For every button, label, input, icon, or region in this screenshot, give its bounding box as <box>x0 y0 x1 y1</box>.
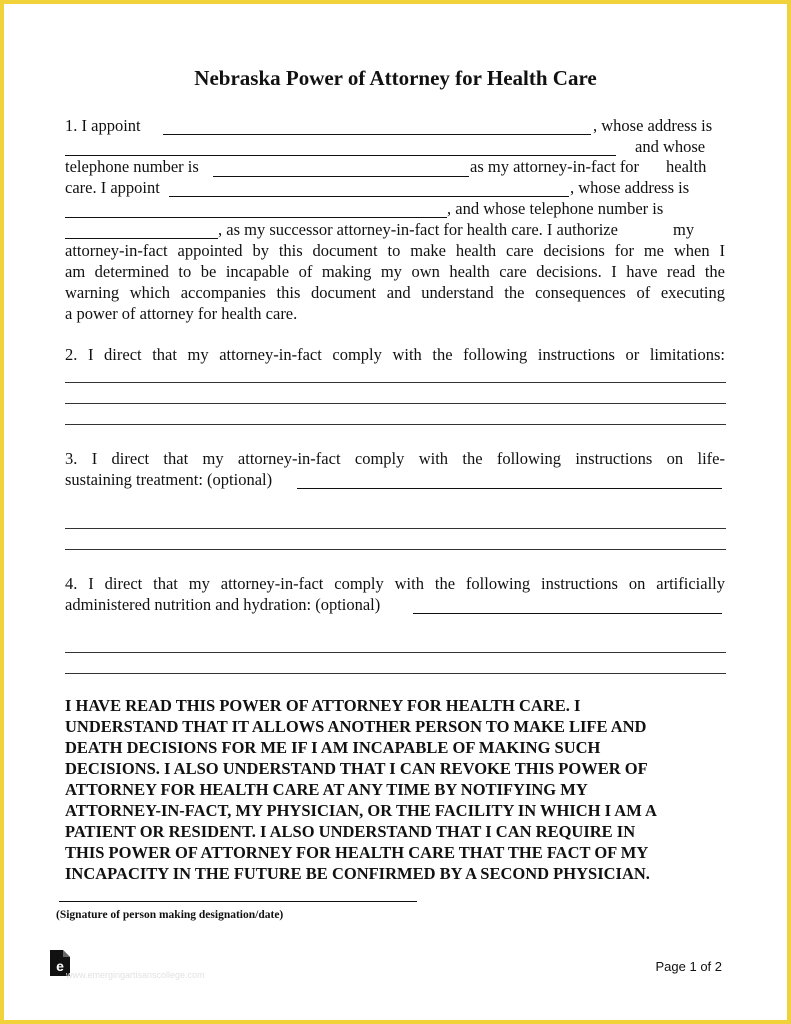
s1-line6-tail: my <box>673 220 695 239</box>
warning-line-9: INCAPACITY IN THE FUTURE BE CONFIRMED BY A SECOND PHYSICIAN. <box>65 864 650 883</box>
s3-fill-line-2[interactable] <box>65 549 726 550</box>
s1-line10: a power of attorney for health care. <box>65 304 298 323</box>
warning-line-5: ATTORNEY FOR HEALTH CARE AT ANY TIME BY NOTIFYING MY <box>65 780 588 799</box>
signature-field[interactable] <box>59 901 417 902</box>
agent-phone-field[interactable] <box>213 176 469 177</box>
successor-phone-field[interactable] <box>65 238 218 239</box>
s4-fill-line-1[interactable] <box>65 652 726 653</box>
s4-line2-label: administered nutrition and hydration: (optional) <box>65 595 381 614</box>
s1-line8: am determined to be incapable of making my own health care decisions. I have read the <box>65 262 725 281</box>
warning-line-3: DEATH DECISIONS FOR ME IF I AM INCAPABLE OF MAKING SUCH <box>65 738 601 757</box>
s4-line1: 4. I direct that my attorney-in-fact comply with the following instructions on artificially <box>65 574 725 593</box>
s2-fill-line-2[interactable] <box>65 403 726 404</box>
warning-line-2: UNDERSTAND THAT IT ALLOWS ANOTHER PERSON TO MAKE LIFE AND <box>65 717 647 736</box>
agent-address-field[interactable] <box>65 155 616 156</box>
s1-line5-tail: , and whose telephone number is <box>447 199 664 218</box>
s1-line3-tail: health <box>666 157 707 176</box>
successor-address-field[interactable] <box>65 217 447 218</box>
s2-fill-line-1[interactable] <box>65 382 726 383</box>
s2-text: 2. I direct that my attorney-in-fact comply with the following instructions or limitations: <box>65 345 725 364</box>
s3-line1: 3. I direct that my attorney-in-fact comply with the following instructions on life- <box>65 449 725 468</box>
agent-name-field[interactable] <box>163 134 591 135</box>
signature-label: (Signature of person making designation/date) <box>56 909 284 921</box>
s4-fill-line-2[interactable] <box>65 673 726 674</box>
s3-optional-field[interactable] <box>297 488 722 489</box>
s1-line3-label: telephone number is <box>65 157 199 176</box>
warning-line-4: DECISIONS. I ALSO UNDERSTAND THAT I CAN REVOKE THIS POWER OF <box>65 759 648 778</box>
successor-name-field[interactable] <box>169 196 569 197</box>
s1-line9: warning which accompanies this document and understand the consequences of executing <box>65 283 725 302</box>
warning-line-8: THIS POWER OF ATTORNEY FOR HEALTH CARE THAT THE FACT OF MY <box>65 843 649 862</box>
document-title: Nebraska Power of Attorney for Health Care <box>194 66 597 90</box>
s1-line1-label: 1. I appoint <box>65 116 141 135</box>
s1-line4-tail: , whose address is <box>570 178 690 197</box>
s1-line7: attorney-in-fact appointed by this document to make health care decisions for me when I <box>65 241 725 260</box>
document-page <box>4 4 787 1020</box>
s1-line3-mid: as my attorney-in-fact for <box>470 157 640 176</box>
warning-line-1: I HAVE READ THIS POWER OF ATTORNEY FOR HEALTH CARE. I <box>65 696 581 715</box>
watermark-text: www.emergingartisanscollege.com <box>66 970 205 980</box>
svg-text:e: e <box>56 958 64 974</box>
s2-fill-line-3[interactable] <box>65 424 726 425</box>
page-number: Page 1 of 2 <box>655 959 722 974</box>
warning-line-7: PATIENT OR RESIDENT. I ALSO UNDERSTAND THAT I CAN REQUIRE IN <box>65 822 636 841</box>
s1-line1-tail: , whose address is <box>593 116 713 135</box>
s3-fill-line-1[interactable] <box>65 528 726 529</box>
s4-optional-field[interactable] <box>413 613 722 614</box>
s1-line4-label: care. I appoint <box>65 178 160 197</box>
warning-line-6: ATTORNEY-IN-FACT, MY PHYSICIAN, OR THE FACILITY IN WHICH I AM A <box>65 801 657 820</box>
s3-line2-label: sustaining treatment: (optional) <box>65 470 273 489</box>
s1-line6-text: , as my successor attorney-in-fact for health care. I authorize <box>218 220 618 239</box>
s1-line2-tail: and whose <box>635 137 706 156</box>
